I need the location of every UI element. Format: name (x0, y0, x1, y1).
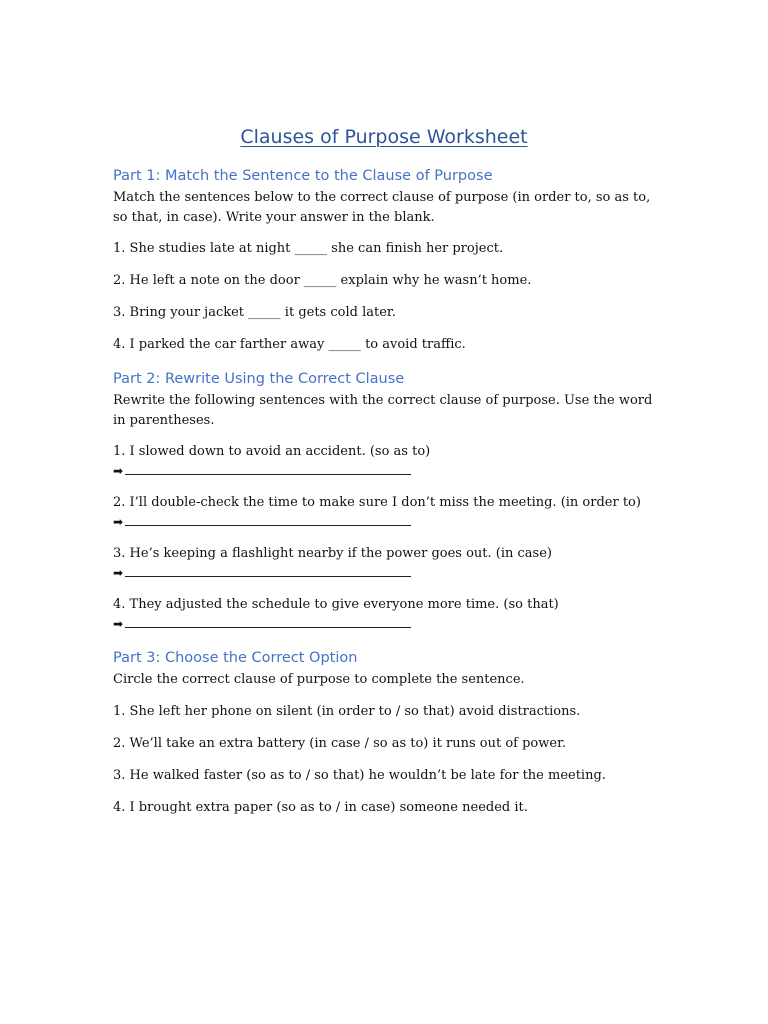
arrow-icon: ➡ (113, 566, 124, 580)
part2-item-3-sentence: 3. He’s keeping a flashlight nearby if the power goes out. (in case) (113, 546, 552, 561)
arrow-icon: ➡ (113, 464, 124, 478)
answer-blank[interactable] (125, 615, 411, 628)
part2-heading: Part 2: Rewrite Using the Correct Clause (113, 371, 405, 387)
arrow-icon: ➡ (113, 515, 124, 529)
part1-item-1: 1. She studies late at night _____ she can finish her project. (113, 241, 504, 256)
part2-item-2-answer[interactable] (113, 512, 411, 532)
part2-instructions: Rewrite the following sentences with the correct clause of purpose. Use the word in parentheses. (113, 393, 653, 428)
part2-item-4-sentence: 4. They adjusted the schedule to give everyone more time. (so that) (113, 597, 559, 612)
part3-heading: Part 3: Choose the Correct Option (113, 650, 358, 666)
part2-item-2-sentence: 2. I’ll double-check the time to make sure I don’t miss the meeting. (in order to) (113, 495, 641, 510)
answer-blank[interactable] (125, 564, 411, 577)
part2-item-4-answer[interactable] (113, 614, 411, 634)
answer-blank[interactable] (125, 462, 411, 475)
page-title: Clauses of Purpose Worksheet (240, 126, 528, 148)
part3-item-3: 3. He walked faster (so as to / so that) he wouldn’t be late for the meeting. (113, 768, 606, 783)
part3-item-1: 1. She left her phone on silent (in order to / so that) avoid distractions. (113, 704, 581, 719)
part3-item-2: 2. We’ll take an extra battery (in case / so as to) it runs out of power. (113, 736, 567, 751)
arrow-icon: ➡ (113, 617, 124, 631)
part3-instructions: Circle the correct clause of purpose to complete the sentence. (113, 672, 525, 687)
part1-instructions: Match the sentences below to the correct clause of purpose (in order to, so as to, so that, in case). Write your answer in the blank. (113, 190, 651, 225)
part2-item-3-answer[interactable] (113, 563, 411, 583)
part1-item-2: 2. He left a note on the door _____ explain why he wasn’t home. (113, 273, 532, 288)
part1-heading: Part 1: Match the Sentence to the Clause of Purpose (113, 168, 493, 184)
answer-blank[interactable] (125, 513, 411, 526)
part2-item-1-answer[interactable] (113, 461, 411, 481)
part1-item-4: 4. I parked the car farther away _____ to avoid traffic. (113, 337, 466, 352)
part2-item-1-sentence: 1. I slowed down to avoid an accident. (so as to) (113, 444, 431, 459)
part1-item-3: 3. Bring your jacket _____ it gets cold later. (113, 305, 396, 320)
part3-item-4: 4. I brought extra paper (so as to / in case) someone needed it. (113, 800, 528, 815)
